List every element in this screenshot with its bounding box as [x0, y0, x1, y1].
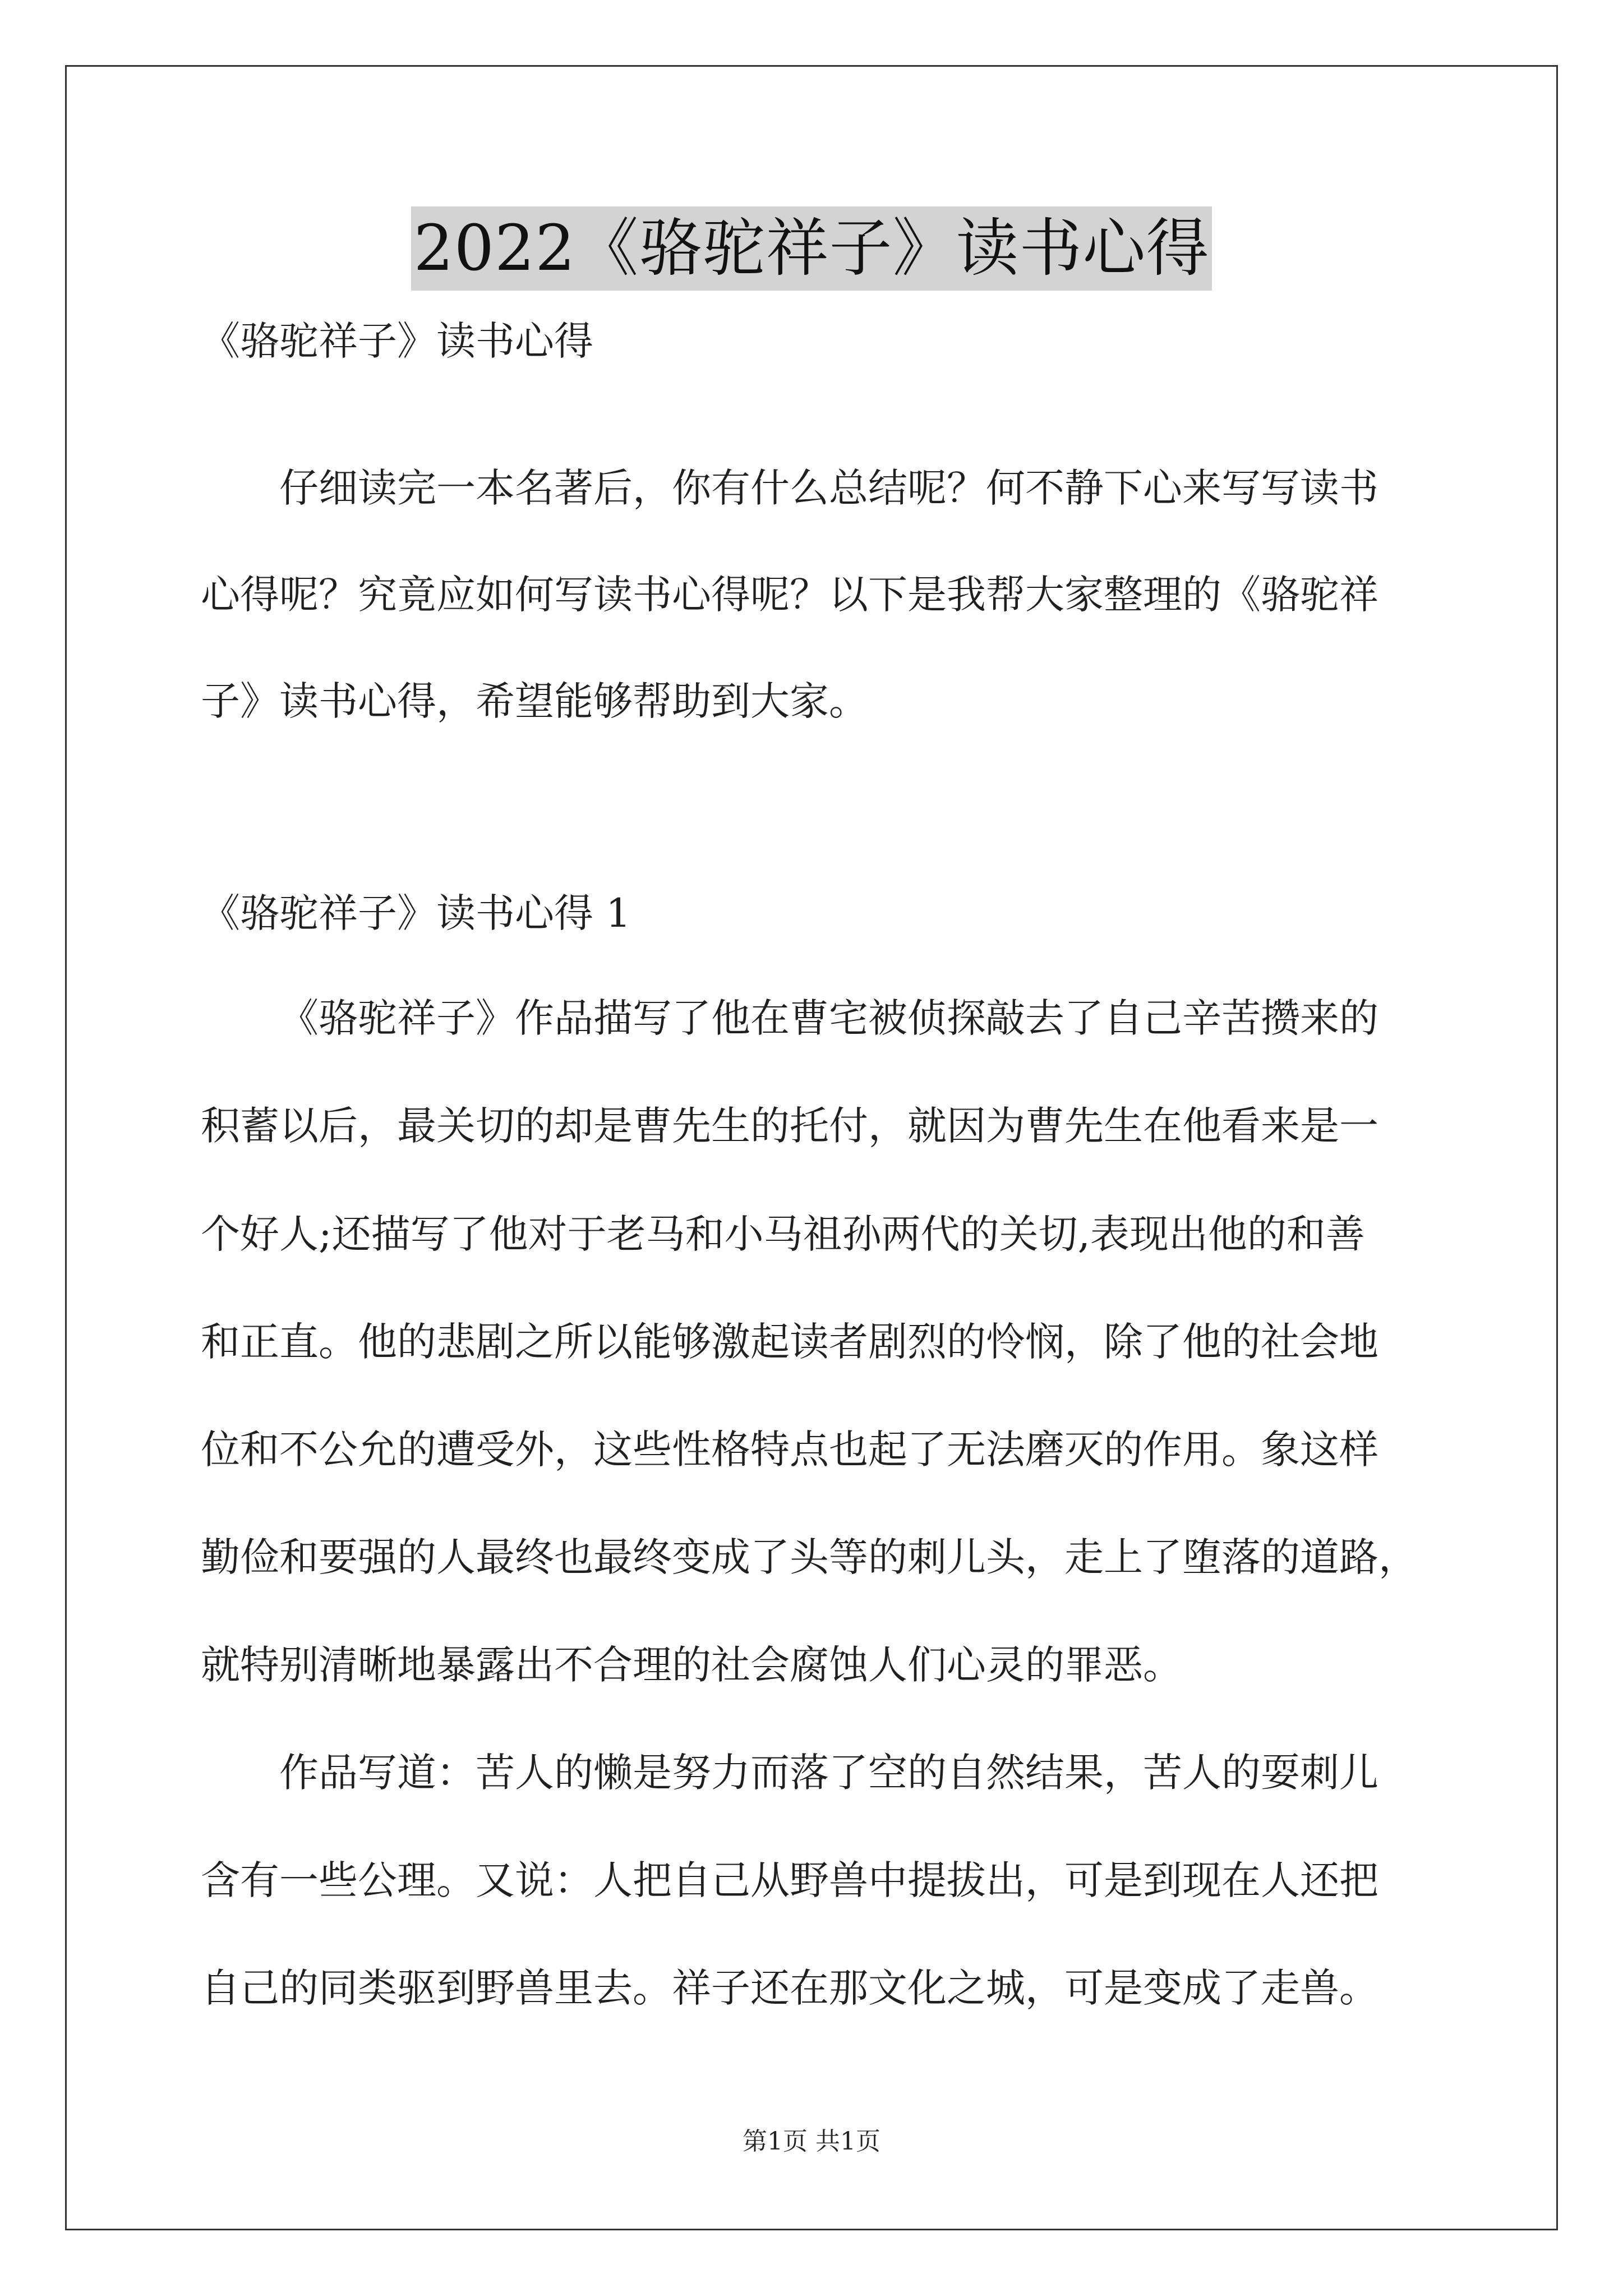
document-title: 2022《骆驼祥子》读书心得 — [411, 206, 1211, 291]
intro-line-1: 仔细读完一本名著后，你有什么总结呢？何不静下心来写写读书 — [279, 465, 1378, 511]
title-container — [0, 206, 1623, 291]
intro-line-2: 心得呢？究竟应如何写读书心得呢？以下是我帮大家整理的《骆驼祥 — [201, 572, 1378, 618]
paragraph2-line-1: 作品写道：苦人的懒是努力而落了空的自然结果，苦人的耍刺儿 — [279, 1750, 1378, 1796]
intro-line-3: 子》读书心得，希望能够帮助到大家。 — [201, 678, 868, 724]
page-footer: 第1页 共1页 — [743, 2127, 880, 2156]
paragraph1-line-7: 就特别清晰地暴露出不合理的社会腐蚀人们心灵的罪恶。 — [201, 1642, 1182, 1688]
paragraph2-line-3: 自己的同类驱到野兽里去。祥子还在那文化之城，可是变成了走兽。 — [201, 1965, 1378, 2011]
heading: 《骆驼祥子》读书心得 — [201, 318, 593, 364]
paragraph1-line-6: 勤俭和要强的人最终也最终变成了头等的刺儿头，走上了堕落的道路， — [201, 1534, 1418, 1580]
paragraph1-line-4: 和正直。他的悲剧之所以能够激起读者剧烈的怜悯，除了他的社会地 — [201, 1319, 1378, 1365]
paragraph2-line-2: 含有一些公理。又说：人把自己从野兽中提拔出，可是到现在人还把 — [201, 1857, 1378, 1903]
paragraph1-line-5: 位和不公允的遭受外，这些性格特点也起了无法磨灭的作用。象这样 — [201, 1427, 1378, 1473]
section-heading: 《骆驼祥子》读书心得 1 — [201, 890, 631, 936]
paragraph1-line-1: 《骆驼祥子》作品描写了他在曹宅被侦探敲去了自己辛苦攒来的 — [279, 995, 1378, 1041]
paragraph1-line-3: 个好人;还描写了他对于老马和小马祖孙两代的关切,表现出他的和善 — [201, 1211, 1365, 1257]
paragraph1-line-2: 积蓄以后，最关切的却是曹先生的托付，就因为曹先生在他看来是一 — [201, 1103, 1378, 1149]
